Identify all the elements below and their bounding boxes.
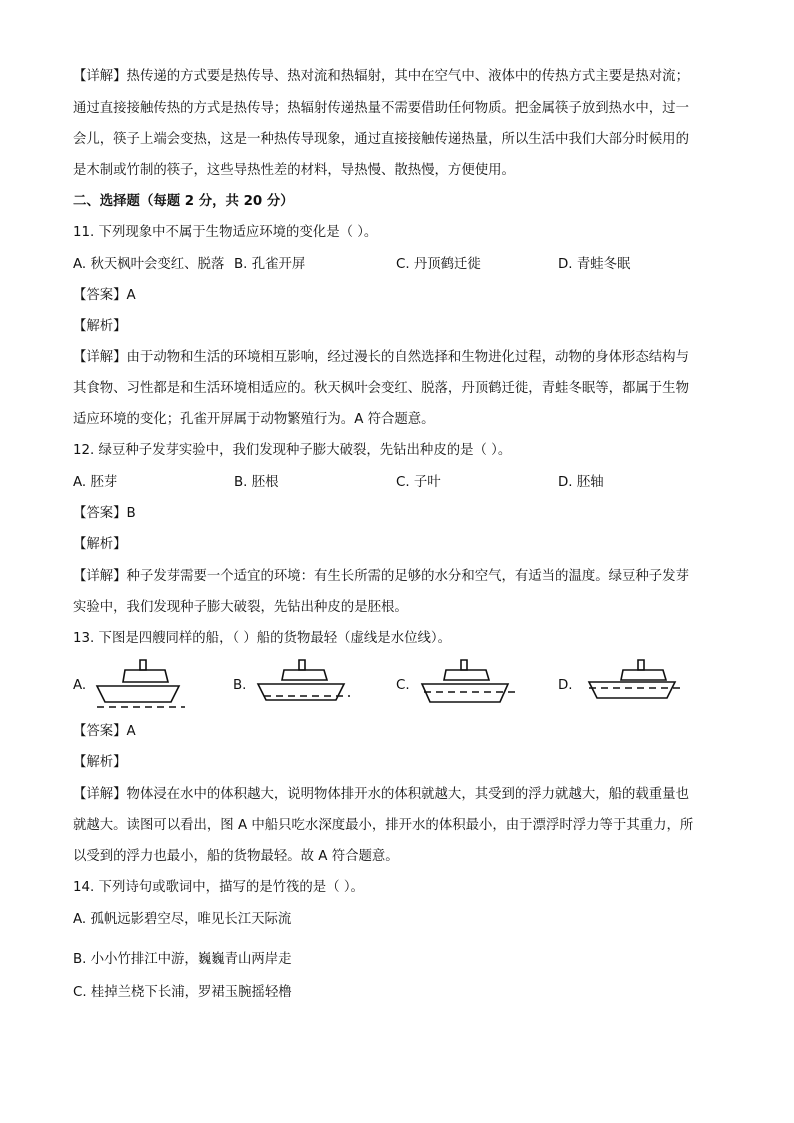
detail-line: 其食物、习性都是和生活环境相适应的。秋天枫叶会变红、脱落，丹顶鹤迁徙，青蛙冬眠等，都属于生物 bbox=[73, 381, 689, 396]
boat-c-figure bbox=[418, 656, 518, 710]
explanation-line: 【详解】热传递的方式要是热传导、热对流和热辐射，其中在空气中、液体中的传热方式主要是热对流； bbox=[73, 69, 689, 84]
answer-label: 【答案】A bbox=[73, 288, 136, 303]
option-a: A. bbox=[73, 678, 87, 693]
question-stem: 14. 下列诗句或歌词中，描写的是竹筏的是（ ）。 bbox=[73, 880, 364, 895]
analysis-label: 【解析】 bbox=[73, 537, 127, 552]
option-a: A. 胚芽 bbox=[73, 475, 118, 490]
option-b: B. 胚根 bbox=[234, 475, 279, 490]
question-stem: 13. 下图是四艘同样的船，（ ）船的货物最轻（虚线是水位线）。 bbox=[73, 631, 451, 646]
option-c: C. 子叶 bbox=[396, 475, 441, 490]
option-b: B. 小小竹排江中游，巍巍青山两岸走 bbox=[73, 952, 292, 967]
option-b: B. bbox=[233, 678, 247, 693]
explanation-line: 通过直接接触传热的方式是热传导；热辐射传递热量不需要借助任何物质。把金属筷子放到热水中，过一 bbox=[73, 101, 689, 116]
detail-line: 实验中，我们发现种子膨大破裂，先钻出种皮的是胚根。 bbox=[73, 600, 408, 615]
option-a: A. 孤帆远影碧空尽，唯见长江天际流 bbox=[73, 912, 292, 927]
option-a: A. 秋天枫叶会变红、脱落 bbox=[73, 257, 225, 272]
boat-b-figure bbox=[254, 656, 354, 710]
detail-line: 就越大。读图可以看出，图 A 中船只吃水深度最小，排开水的体积最小，由于漂浮时浮力等于其重力，所 bbox=[73, 818, 694, 833]
boat-a-figure bbox=[93, 656, 193, 710]
explanation-line: 会儿，筷子上端会变热，这是一种热传导现象，通过直接接触传递热量，所以生活中我们大部分时候用的 bbox=[73, 132, 689, 147]
detail-line: 【详解】种子发芽需要一个适宜的环境：有生长所需的足够的水分和空气，有适当的温度。绿豆种子发芽 bbox=[73, 569, 689, 584]
answer-label: 【答案】A bbox=[73, 724, 136, 739]
answer-label: 【答案】B bbox=[73, 506, 136, 521]
option-d: D. 胚轴 bbox=[558, 475, 604, 490]
option-c: C. bbox=[396, 678, 410, 693]
detail-line: 适应环境的变化；孔雀开屏属于动物繁殖行为。A 符合题意。 bbox=[73, 412, 435, 427]
analysis-label: 【解析】 bbox=[73, 319, 127, 334]
analysis-label: 【解析】 bbox=[73, 755, 127, 770]
detail-line: 以受到的浮力也最小，船的货物最轻。故 A 符合题意。 bbox=[73, 849, 399, 864]
detail-line: 【详解】物体浸在水中的体积越大，说明物体排开水的体积就越大，其受到的浮力就越大，船的载重量也 bbox=[73, 787, 689, 802]
explanation-line: 是木制或竹制的筷子，这些导热性差的材料，导热慢、散热慢，方便使用。 bbox=[73, 163, 515, 178]
option-d: D. 青蛙冬眠 bbox=[558, 257, 631, 272]
question-stem: 11. 下列现象中不属于生物适应环境的变化是（ ）。 bbox=[73, 225, 378, 240]
question-stem: 12. 绿豆种子发芽实验中，我们发现种子膨大破裂，先钻出种皮的是（ ）。 bbox=[73, 443, 512, 458]
boat-d-figure bbox=[585, 656, 685, 710]
option-b: B. 孔雀开屏 bbox=[234, 257, 306, 272]
option-d: D. bbox=[558, 678, 573, 693]
option-c: C. 丹顶鹤迁徙 bbox=[396, 257, 481, 272]
detail-line: 【详解】由于动物和生活的环境相互影响，经过漫长的自然选择和生物进化过程，动物的身体形态结构与 bbox=[73, 350, 689, 365]
option-c: C. 桂掉兰桡下长浦，罗裙玉腕摇轻橹 bbox=[73, 985, 292, 1000]
section-heading: 二、选择题（每题 2 分，共 20 分） bbox=[73, 194, 294, 209]
